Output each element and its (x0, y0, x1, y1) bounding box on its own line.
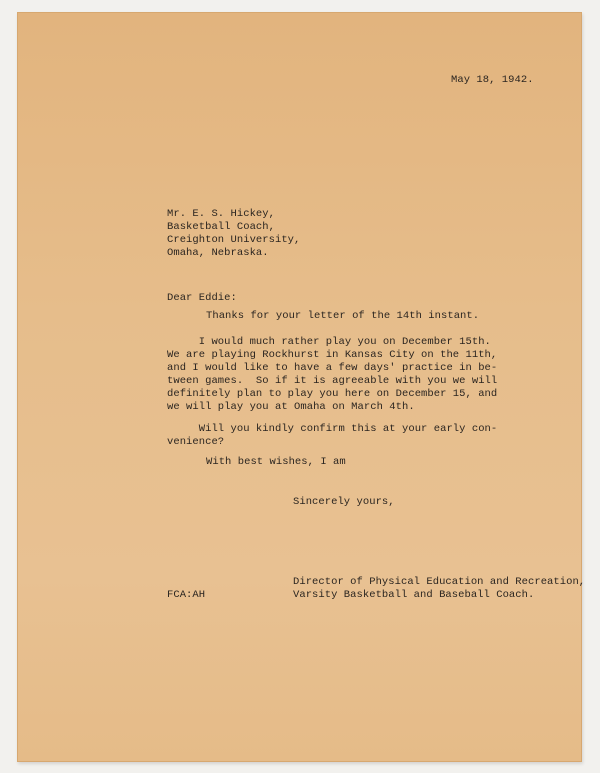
paragraph-confirm (167, 423, 497, 449)
letter-page (17, 12, 586, 762)
recipient-address (167, 208, 300, 260)
paragraph-schedule (167, 336, 497, 414)
closing: Sincerely yours, (293, 496, 395, 508)
salutation: Dear Eddie: (167, 292, 237, 304)
body-line: definitely plan to play you here on December 15, and (167, 388, 498, 400)
body-line: we will play you at Omaha on March 4th. (167, 401, 415, 413)
body-line: We are playing Rockhurst in Kansas City on the 11th, (167, 349, 498, 361)
recipient-line: Omaha, Nebraska. (167, 247, 269, 259)
body-line: I would much rather play you on December 15th. (167, 336, 491, 348)
body-line: venience? (167, 436, 225, 448)
recipient-line: Mr. E. S. Hickey, (167, 208, 275, 220)
typist-initials: FCA:AH (167, 589, 206, 601)
paragraph-thanks: Thanks for your letter of the 14th instant. (206, 310, 480, 322)
body-line: Will you kindly confirm this at your early con- (167, 423, 498, 435)
body-line: tween games. So if it is agreeable with you we will (167, 375, 498, 387)
recipient-line: Basketball Coach, (167, 221, 275, 233)
body-line: and I would like to have a few days' practice in be- (167, 362, 498, 374)
letter-date: May 18, 1942. (451, 74, 534, 86)
title-line: Varsity Basketball and Baseball Coach. (293, 589, 535, 601)
title-line: Director of Physical Education and Recreation, (293, 576, 586, 588)
paragraph-wishes: With best wishes, I am (206, 456, 346, 468)
recipient-line: Creighton University, (167, 234, 301, 246)
signer-title (293, 576, 585, 602)
